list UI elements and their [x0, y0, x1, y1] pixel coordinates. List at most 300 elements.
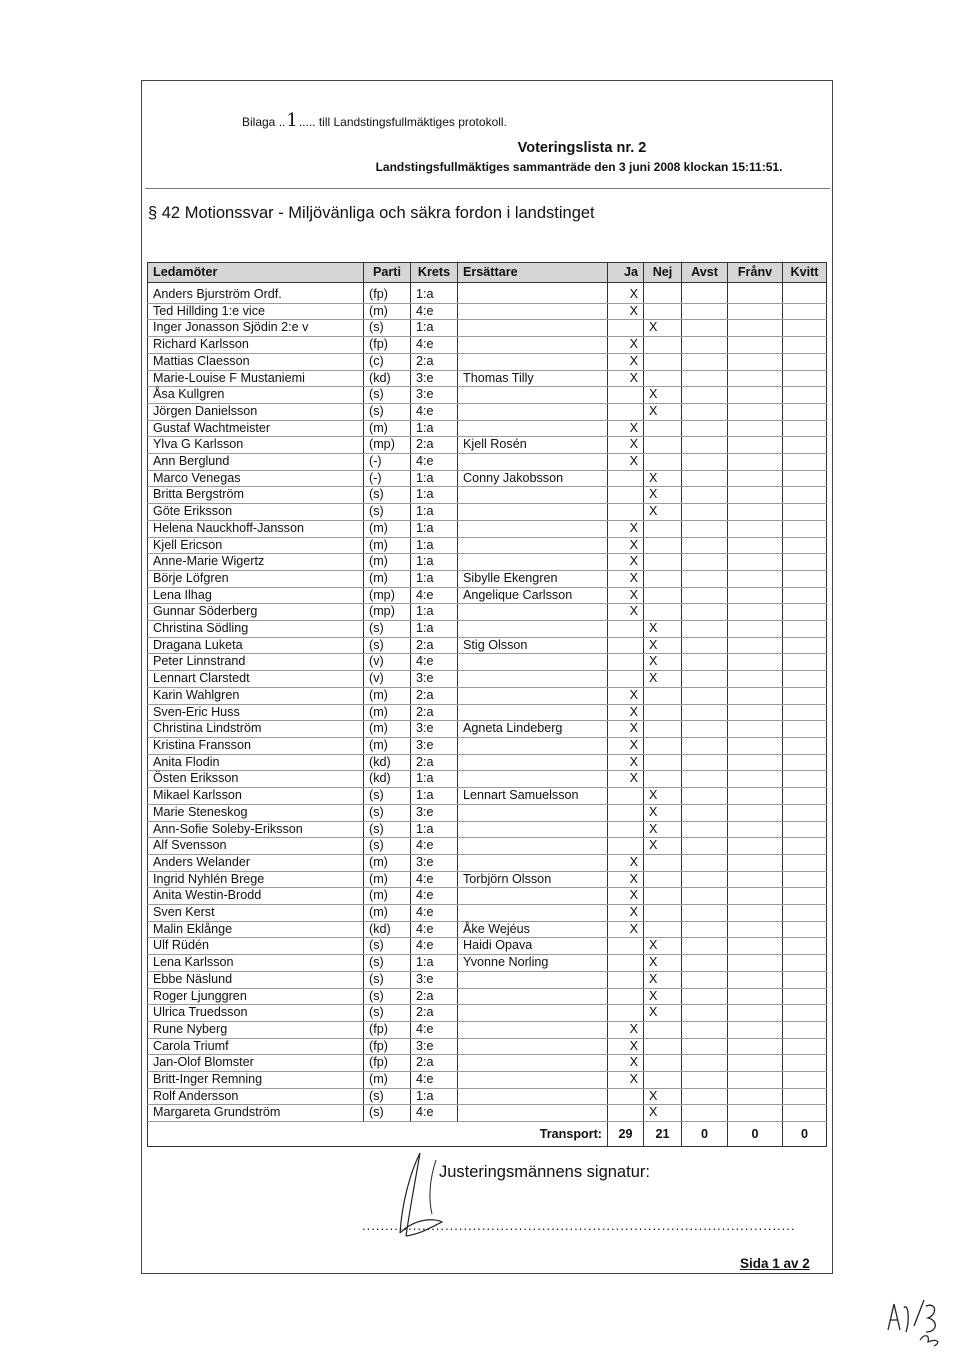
district-cell: 3:e: [411, 721, 458, 738]
yes-vote-cell: X: [608, 1038, 644, 1055]
party-cell: (s): [364, 1005, 411, 1022]
substitute-cell: Stig Olsson: [458, 637, 608, 654]
district-cell: 4:e: [411, 838, 458, 855]
yes-vote-cell: [608, 955, 644, 972]
member-name: Christina Lindström: [148, 721, 364, 738]
absent-cell: [728, 1021, 783, 1038]
absent-cell: [728, 454, 783, 471]
abstain-cell: [682, 403, 728, 420]
substitute-cell: [458, 537, 608, 554]
absent-cell: [728, 504, 783, 521]
yes-vote-cell: [608, 654, 644, 671]
yes-vote-cell: X: [608, 353, 644, 370]
district-cell: 4:e: [411, 871, 458, 888]
district-cell: 1:a: [411, 520, 458, 537]
table-row: [148, 671, 827, 688]
party-cell: (fp): [364, 337, 411, 354]
member-name: Marie-Louise F Mustaniemi: [148, 370, 364, 387]
party-cell: (m): [364, 554, 411, 571]
abstain-cell: [682, 353, 728, 370]
table-row: [148, 1105, 827, 1122]
no-vote-cell: X: [644, 671, 682, 688]
yes-vote-cell: X: [608, 771, 644, 788]
district-cell: 4:e: [411, 1021, 458, 1038]
totals-spacer: [364, 1122, 411, 1147]
party-cell: (fp): [364, 1021, 411, 1038]
yes-vote-cell: X: [608, 303, 644, 320]
party-cell: (m): [364, 303, 411, 320]
no-vote-cell: X: [644, 320, 682, 337]
party-cell: (m): [364, 704, 411, 721]
substitute-cell: [458, 420, 608, 437]
party-cell: (s): [364, 621, 411, 638]
receipt-cell: [783, 487, 827, 504]
col-header-no: Nej: [644, 263, 682, 283]
yes-vote-cell: X: [608, 871, 644, 888]
member-name: Rune Nyberg: [148, 1021, 364, 1038]
district-cell: 4:e: [411, 654, 458, 671]
member-name: Ulf Rüdén: [148, 938, 364, 955]
receipt-cell: [783, 754, 827, 771]
abstain-cell: [682, 370, 728, 387]
member-name: Gustaf Wachtmeister: [148, 420, 364, 437]
district-cell: 4:e: [411, 888, 458, 905]
yes-vote-cell: X: [608, 1072, 644, 1089]
substitute-cell: Haidi Opava: [458, 938, 608, 955]
absent-cell: [728, 671, 783, 688]
receipt-cell: [783, 403, 827, 420]
no-vote-cell: X: [644, 955, 682, 972]
table-row: [148, 587, 827, 604]
district-cell: 1:a: [411, 487, 458, 504]
totals-receipt: 0: [783, 1122, 827, 1147]
table-row: [148, 537, 827, 554]
abstain-cell: [682, 737, 728, 754]
party-cell: (m): [364, 520, 411, 537]
substitute-cell: [458, 754, 608, 771]
abstain-cell: [682, 1072, 728, 1089]
district-cell: 3:e: [411, 370, 458, 387]
district-cell: 3:e: [411, 737, 458, 754]
absent-cell: [728, 621, 783, 638]
no-vote-cell: [644, 520, 682, 537]
no-vote-cell: [644, 737, 682, 754]
table-row: [148, 788, 827, 805]
absent-cell: [728, 687, 783, 704]
substitute-cell: [458, 771, 608, 788]
abstain-cell: [682, 1105, 728, 1122]
district-cell: 3:e: [411, 854, 458, 871]
table-row: [148, 504, 827, 521]
absent-cell: [728, 871, 783, 888]
no-vote-cell: X: [644, 470, 682, 487]
yes-vote-cell: X: [608, 570, 644, 587]
yes-vote-cell: [608, 403, 644, 420]
party-cell: (s): [364, 804, 411, 821]
party-cell: (s): [364, 320, 411, 337]
member-name: Ann-Sofie Soleby-Eriksson: [148, 821, 364, 838]
abstain-cell: [682, 283, 728, 304]
receipt-cell: [783, 537, 827, 554]
table-row: [148, 470, 827, 487]
table-row: [148, 938, 827, 955]
absent-cell: [728, 487, 783, 504]
absent-cell: [728, 821, 783, 838]
page-number: Sida 1 av 2: [740, 1256, 810, 1271]
abstain-cell: [682, 888, 728, 905]
party-cell: (s): [364, 504, 411, 521]
table-row: [148, 905, 827, 922]
party-cell: (m): [364, 888, 411, 905]
no-vote-cell: [644, 537, 682, 554]
no-vote-cell: X: [644, 804, 682, 821]
no-vote-cell: X: [644, 1005, 682, 1022]
member-name: Anita Flodin: [148, 754, 364, 771]
receipt-cell: [783, 905, 827, 922]
bilaga-suffix: ..... till Landstingsfullmäktiges protokoll.: [298, 115, 507, 129]
member-name: Helena Nauckhoff-Jansson: [148, 520, 364, 537]
party-cell: (m): [364, 537, 411, 554]
district-cell: 1:a: [411, 320, 458, 337]
member-name: Gunnar Söderberg: [148, 604, 364, 621]
no-vote-cell: [644, 283, 682, 304]
yes-vote-cell: X: [608, 370, 644, 387]
substitute-cell: [458, 1005, 608, 1022]
party-cell: (fp): [364, 1055, 411, 1072]
yes-vote-cell: [608, 804, 644, 821]
yes-vote-cell: X: [608, 704, 644, 721]
receipt-cell: [783, 955, 827, 972]
district-cell: 4:e: [411, 587, 458, 604]
substitute-cell: [458, 888, 608, 905]
table-row: [148, 754, 827, 771]
substitute-cell: [458, 1088, 608, 1105]
district-cell: 1:a: [411, 955, 458, 972]
district-cell: 3:e: [411, 804, 458, 821]
receipt-cell: [783, 554, 827, 571]
abstain-cell: [682, 520, 728, 537]
receipt-cell: [783, 1005, 827, 1022]
district-cell: 2:a: [411, 437, 458, 454]
member-name: Anders Bjurström Ordf.: [148, 283, 364, 304]
substitute-cell: [458, 671, 608, 688]
table-row: [148, 420, 827, 437]
no-vote-cell: [644, 420, 682, 437]
substitute-cell: Kjell Rosén: [458, 437, 608, 454]
substitute-cell: [458, 320, 608, 337]
col-header-absent: Frånv: [728, 263, 783, 283]
member-name: Roger Ljunggren: [148, 988, 364, 1005]
district-cell: 1:a: [411, 821, 458, 838]
absent-cell: [728, 838, 783, 855]
absent-cell: [728, 420, 783, 437]
no-vote-cell: X: [644, 1088, 682, 1105]
receipt-cell: [783, 570, 827, 587]
receipt-cell: [783, 637, 827, 654]
table-row: [148, 283, 827, 304]
absent-cell: [728, 804, 783, 821]
substitute-cell: [458, 687, 608, 704]
receipt-cell: [783, 1021, 827, 1038]
absent-cell: [728, 1005, 783, 1022]
member-name: Ted Hillding 1:e vice: [148, 303, 364, 320]
yes-vote-cell: [608, 788, 644, 805]
yes-vote-cell: [608, 1005, 644, 1022]
abstain-cell: [682, 654, 728, 671]
yes-vote-cell: X: [608, 537, 644, 554]
substitute-cell: [458, 520, 608, 537]
yes-vote-cell: [608, 504, 644, 521]
substitute-cell: [458, 1021, 608, 1038]
absent-cell: [728, 587, 783, 604]
yes-vote-cell: [608, 487, 644, 504]
table-row: [148, 921, 827, 938]
party-cell: (s): [364, 988, 411, 1005]
substitute-cell: [458, 905, 608, 922]
receipt-cell: [783, 370, 827, 387]
receipt-cell: [783, 804, 827, 821]
receipt-cell: [783, 888, 827, 905]
party-cell: (kd): [364, 370, 411, 387]
member-name: Anders Welander: [148, 854, 364, 871]
no-vote-cell: [644, 704, 682, 721]
abstain-cell: [682, 420, 728, 437]
party-cell: (mp): [364, 587, 411, 604]
member-name: Östen Eriksson: [148, 771, 364, 788]
member-name: Kristina Fransson: [148, 737, 364, 754]
yes-vote-cell: X: [608, 1055, 644, 1072]
yes-vote-cell: [608, 971, 644, 988]
table-row: [148, 403, 827, 420]
yes-vote-cell: X: [608, 754, 644, 771]
totals-label: Transport:: [458, 1122, 608, 1147]
table-row: [148, 353, 827, 370]
no-vote-cell: [644, 1021, 682, 1038]
party-cell: (m): [364, 854, 411, 871]
no-vote-cell: [644, 754, 682, 771]
absent-cell: [728, 470, 783, 487]
member-name: Jörgen Danielsson: [148, 403, 364, 420]
col-header-district: Krets: [411, 263, 458, 283]
no-vote-cell: [644, 771, 682, 788]
abstain-cell: [682, 1038, 728, 1055]
abstain-cell: [682, 871, 728, 888]
totals-abstain: 0: [682, 1122, 728, 1147]
yes-vote-cell: [608, 938, 644, 955]
substitute-cell: [458, 337, 608, 354]
district-cell: 3:e: [411, 671, 458, 688]
member-name: Sven-Eric Huss: [148, 704, 364, 721]
table-row: [148, 1021, 827, 1038]
table-row: [148, 303, 827, 320]
agenda-item: § 42 Motionssvar - Miljövänliga och säkra fordon i landstinget: [148, 204, 595, 222]
receipt-cell: [783, 988, 827, 1005]
member-name: Karin Wahlgren: [148, 687, 364, 704]
party-cell: (mp): [364, 437, 411, 454]
substitute-cell: [458, 1072, 608, 1089]
yes-vote-cell: [608, 387, 644, 404]
yes-vote-cell: [608, 988, 644, 1005]
abstain-cell: [682, 821, 728, 838]
member-name: Åsa Kullgren: [148, 387, 364, 404]
no-vote-cell: [644, 437, 682, 454]
receipt-cell: [783, 520, 827, 537]
no-vote-cell: X: [644, 637, 682, 654]
party-cell: (v): [364, 654, 411, 671]
handwritten-initials-mark: [880, 1290, 950, 1350]
member-name: Jan-Olof Blomster: [148, 1055, 364, 1072]
party-cell: (kd): [364, 771, 411, 788]
receipt-cell: [783, 838, 827, 855]
yes-vote-cell: X: [608, 283, 644, 304]
absent-cell: [728, 788, 783, 805]
member-name: Kjell Ericson: [148, 537, 364, 554]
abstain-cell: [682, 487, 728, 504]
party-cell: (m): [364, 737, 411, 754]
receipt-cell: [783, 1072, 827, 1089]
party-cell: (s): [364, 387, 411, 404]
abstain-cell: [682, 470, 728, 487]
yes-vote-cell: X: [608, 437, 644, 454]
party-cell: (kd): [364, 754, 411, 771]
table-row: [148, 387, 827, 404]
abstain-cell: [682, 771, 728, 788]
party-cell: (kd): [364, 921, 411, 938]
district-cell: 2:a: [411, 1005, 458, 1022]
abstain-cell: [682, 955, 728, 972]
party-cell: (s): [364, 838, 411, 855]
table-row: [148, 955, 827, 972]
yes-vote-cell: X: [608, 1021, 644, 1038]
member-name: Mikael Karlsson: [148, 788, 364, 805]
absent-cell: [728, 955, 783, 972]
party-cell: (s): [364, 938, 411, 955]
table-row: [148, 721, 827, 738]
yes-vote-cell: X: [608, 854, 644, 871]
absent-cell: [728, 537, 783, 554]
member-name: Ingrid Nyhlén Brege: [148, 871, 364, 888]
district-cell: 3:e: [411, 971, 458, 988]
abstain-cell: [682, 788, 728, 805]
totals-absent: 0: [728, 1122, 783, 1147]
abstain-cell: [682, 687, 728, 704]
member-name: Carola Triumf: [148, 1038, 364, 1055]
member-name: Lena Ilhag: [148, 587, 364, 604]
member-name: Lena Karlsson: [148, 955, 364, 972]
table-row: [148, 1055, 827, 1072]
absent-cell: [728, 604, 783, 621]
yes-vote-cell: [608, 1088, 644, 1105]
party-cell: (fp): [364, 283, 411, 304]
yes-vote-cell: [608, 838, 644, 855]
receipt-cell: [783, 320, 827, 337]
no-vote-cell: [644, 454, 682, 471]
receipt-cell: [783, 1105, 827, 1122]
receipt-cell: [783, 1055, 827, 1072]
no-vote-cell: [644, 554, 682, 571]
no-vote-cell: [644, 905, 682, 922]
table-row: [148, 487, 827, 504]
abstain-cell: [682, 754, 728, 771]
table-row: [148, 1005, 827, 1022]
no-vote-cell: X: [644, 1105, 682, 1122]
yes-vote-cell: [608, 320, 644, 337]
col-header-name: Ledamöter: [148, 263, 364, 283]
substitute-cell: [458, 737, 608, 754]
member-name: Margareta Grundström: [148, 1105, 364, 1122]
abstain-cell: [682, 1088, 728, 1105]
member-name: Marie Steneskog: [148, 804, 364, 821]
table-body: [148, 283, 827, 1122]
receipt-cell: [783, 938, 827, 955]
district-cell: 1:a: [411, 504, 458, 521]
table-row: [148, 320, 827, 337]
table-row: [148, 838, 827, 855]
table-row: [148, 654, 827, 671]
party-cell: (-): [364, 454, 411, 471]
member-name: Ylva G Karlsson: [148, 437, 364, 454]
col-header-party: Parti: [364, 263, 411, 283]
col-header-abstain: Avst: [682, 263, 728, 283]
substitute-cell: [458, 654, 608, 671]
no-vote-cell: [644, 604, 682, 621]
abstain-cell: [682, 1005, 728, 1022]
absent-cell: [728, 771, 783, 788]
absent-cell: [728, 554, 783, 571]
district-cell: 1:a: [411, 554, 458, 571]
yes-vote-cell: X: [608, 520, 644, 537]
receipt-cell: [783, 971, 827, 988]
table-row: [148, 1072, 827, 1089]
substitute-cell: [458, 504, 608, 521]
table-row: [148, 454, 827, 471]
member-name: Ann Berglund: [148, 454, 364, 471]
no-vote-cell: X: [644, 788, 682, 805]
yes-vote-cell: [608, 821, 644, 838]
no-vote-cell: [644, 921, 682, 938]
receipt-cell: [783, 437, 827, 454]
district-cell: 1:a: [411, 537, 458, 554]
table-row: [148, 337, 827, 354]
abstain-cell: [682, 1021, 728, 1038]
party-cell: (m): [364, 871, 411, 888]
yes-vote-cell: X: [608, 888, 644, 905]
receipt-cell: [783, 387, 827, 404]
absent-cell: [728, 370, 783, 387]
table-row: [148, 370, 827, 387]
member-name: Göte Eriksson: [148, 504, 364, 521]
substitute-cell: [458, 487, 608, 504]
absent-cell: [728, 403, 783, 420]
district-cell: 1:a: [411, 570, 458, 587]
absent-cell: [728, 971, 783, 988]
table-row: [148, 687, 827, 704]
table-header-row: [148, 263, 827, 283]
totals-row: [148, 1122, 827, 1147]
no-vote-cell: X: [644, 487, 682, 504]
substitute-cell: Torbjörn Olsson: [458, 871, 608, 888]
district-cell: 1:a: [411, 788, 458, 805]
table-row: [148, 871, 827, 888]
member-name: Anita Westin-Brodd: [148, 888, 364, 905]
yes-vote-cell: [608, 470, 644, 487]
member-name: Richard Karlsson: [148, 337, 364, 354]
yes-vote-cell: [608, 1105, 644, 1122]
member-name: Marco Venegas: [148, 470, 364, 487]
district-cell: 1:a: [411, 771, 458, 788]
party-cell: (s): [364, 637, 411, 654]
substitute-cell: [458, 403, 608, 420]
